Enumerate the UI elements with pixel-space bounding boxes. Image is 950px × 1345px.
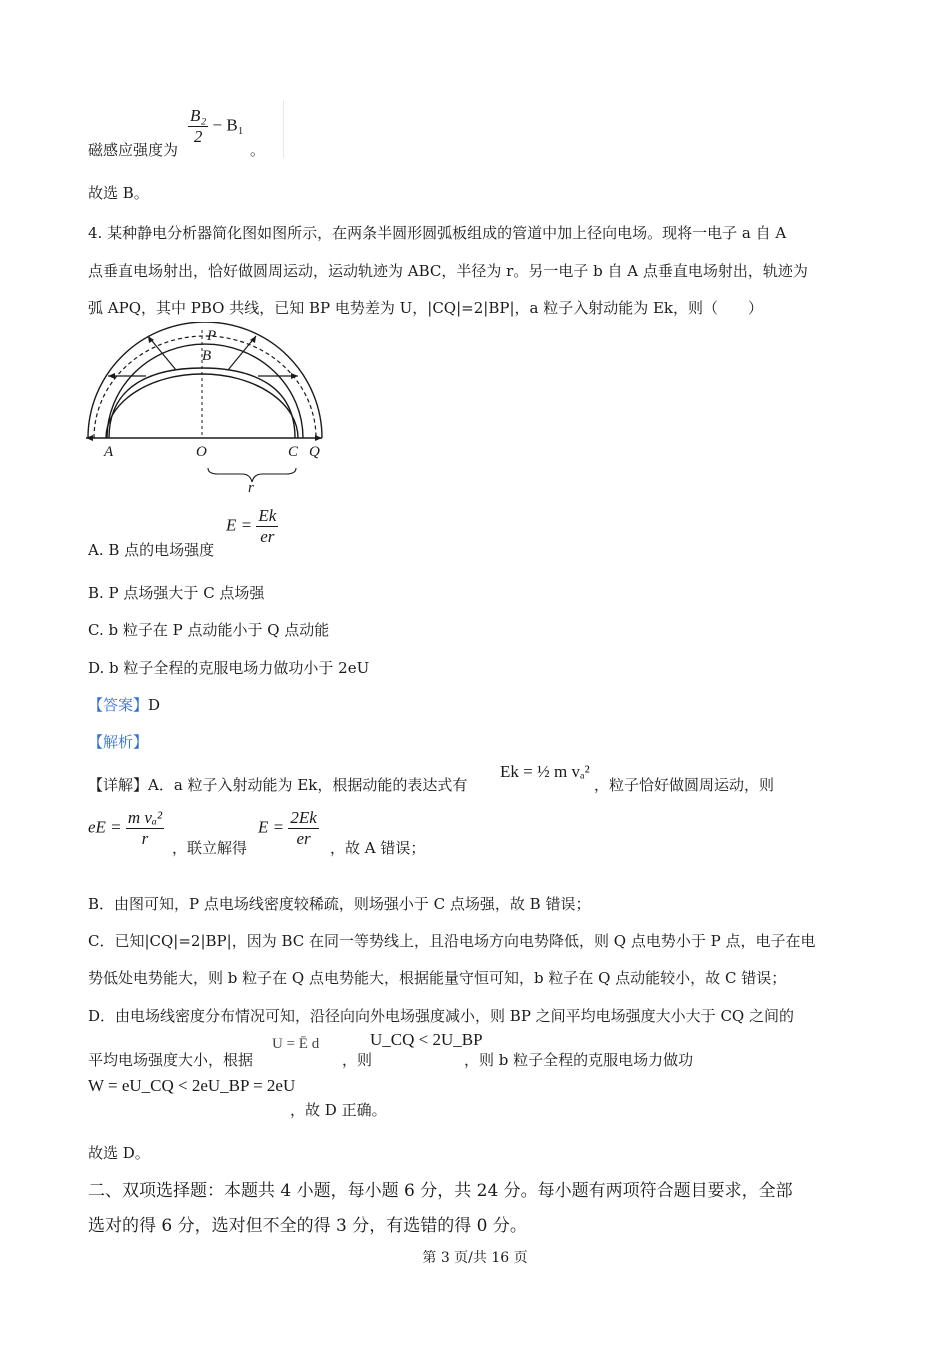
- detail-a-text-2: ，粒子恰好做圆周运动，则: [594, 776, 775, 794]
- voltage-formula: U = Ē d: [272, 1036, 320, 1052]
- magnetic-field-label: 磁感应强度为: [88, 141, 179, 159]
- detail-c-line-2: 势低处电势能大，则 b 粒子在 Q 点电势能大，根据能量守恒可知，b 粒子在 Q 点动能较小，故 C 错误；: [88, 969, 787, 987]
- formula-numerator: Ek: [258, 506, 277, 525]
- detail-d-line-1: D．由电场线密度分布情况可知，沿径向向外电场强度减小，则 BP 之间平均电场强度大小大于 CQ 之间的: [88, 1007, 794, 1025]
- choice-b-line: 故选 B。: [88, 184, 149, 202]
- formula-minus-term: − B₁: [212, 115, 244, 135]
- detail-c-line-1: C．已知|CQ|=2|BP|，因为 BC 在同一等势线上，且沿电场方向电势降低，则 Q 点电势小于 P 点，电子在电: [88, 932, 816, 950]
- formula-denominator: er: [296, 829, 311, 848]
- formula-denominator: er: [260, 527, 275, 546]
- answer-value: D: [148, 696, 161, 714]
- label-C: C: [288, 444, 299, 460]
- formula-numerator: m vₐ²: [127, 808, 163, 827]
- label-O: O: [196, 444, 207, 460]
- inner-semicircle: [109, 364, 297, 438]
- question-4-line-1: 4. 某种静电分析器简化图如图所示，在两条半圆形圆弧板组成的管道中加上径向电场。现将一电子 a 自 A: [88, 224, 787, 242]
- formula-lhs: E =: [226, 515, 253, 535]
- option-a-text: A. B 点的电场强度: [88, 541, 215, 559]
- option-c: C. b 粒子在 P 点动能小于 Q 点动能: [88, 621, 330, 639]
- outer-arc: [88, 322, 322, 438]
- voltage-inequality: U_CQ < 2U_BP: [370, 1030, 483, 1049]
- section-2-line-2: 选对的得 6 分，选对但不全的得 3 分，有选错的得 0 分。: [88, 1216, 527, 1236]
- detail-b: B．由图可知，P 点电场线密度较稀疏，则场强小于 C 点场强，故 B 错误；: [88, 895, 591, 913]
- page-footer: 第 3 页/共 16 页: [422, 1250, 528, 1266]
- centripetal-formula: [88, 808, 164, 849]
- work-formula: W = eU_CQ < 2eU_BP = 2eU: [88, 1076, 296, 1095]
- option-b: B. P 点场强大于 C 点场强: [88, 584, 265, 602]
- answer-label: 【答案】: [88, 696, 149, 714]
- arrow-right: [315, 435, 322, 441]
- question-4-line-3: 弧 APQ，其中 PBO 共线，已知 BP 电势差为 U，|CQ|=2|BP|，a 粒子入射动能为 Ek，则（ ）: [88, 299, 764, 317]
- formula-lhs: E =: [258, 817, 285, 837]
- label-B: B: [202, 348, 212, 364]
- label-A: A: [104, 444, 114, 460]
- formula-numerator: 2Ek: [290, 808, 317, 827]
- choice-d-line: 故选 D。: [88, 1144, 150, 1162]
- label-P: P: [207, 328, 217, 344]
- detail-a-text: 【详解】A．a 粒子入射动能为 Ek，根据动能的表达式有: [88, 776, 468, 794]
- electrostatic-analyzer-figure: [84, 322, 329, 492]
- formula-denominator: 2: [193, 127, 203, 146]
- kinetic-energy-formula: Ek = ½ m vₐ²: [500, 762, 590, 781]
- section-2-line-1: 二、双项选择题：本题共 4 小题，每小题 6 分，共 24 分。每小题有两项符合题目要求，全部: [88, 1181, 793, 1201]
- analysis-label: 【解析】: [88, 733, 149, 751]
- detail-d-text: 平均电场强度大小，根据: [88, 1051, 254, 1069]
- formula-denominator: r: [141, 829, 149, 848]
- period: 。: [250, 141, 266, 159]
- divider: [283, 100, 284, 158]
- detail-d-text-4: ，故 D 正确。: [290, 1101, 387, 1119]
- option-a-formula: [226, 506, 278, 547]
- formula-lhs: eE =: [88, 817, 122, 837]
- label-r: r: [248, 480, 254, 492]
- magnetic-formula: [188, 106, 244, 147]
- label-Q: Q: [309, 444, 320, 460]
- detail-a-text-4: ，故 A 错误；: [330, 839, 426, 857]
- detail-d-text-3: ，则 b 粒子全程的克服电场力做功: [464, 1051, 694, 1069]
- detail-a-text-3: ，联立解得: [172, 839, 248, 857]
- detail-d-text-2: ，则: [342, 1051, 373, 1069]
- answer-line: [88, 695, 160, 715]
- field-strength-formula: [258, 808, 319, 849]
- formula-numerator: B₂: [190, 106, 207, 125]
- option-d: D. b 粒子全程的克服电场力做功小于 2eU: [88, 659, 370, 677]
- arrow-left: [86, 435, 93, 441]
- question-4-line-2: 点垂直电场射出，恰好做圆周运动，运动轨迹为 ABC，半径为 r。另一电子 b 自 A 点垂直电场射出，轨迹为: [88, 262, 808, 280]
